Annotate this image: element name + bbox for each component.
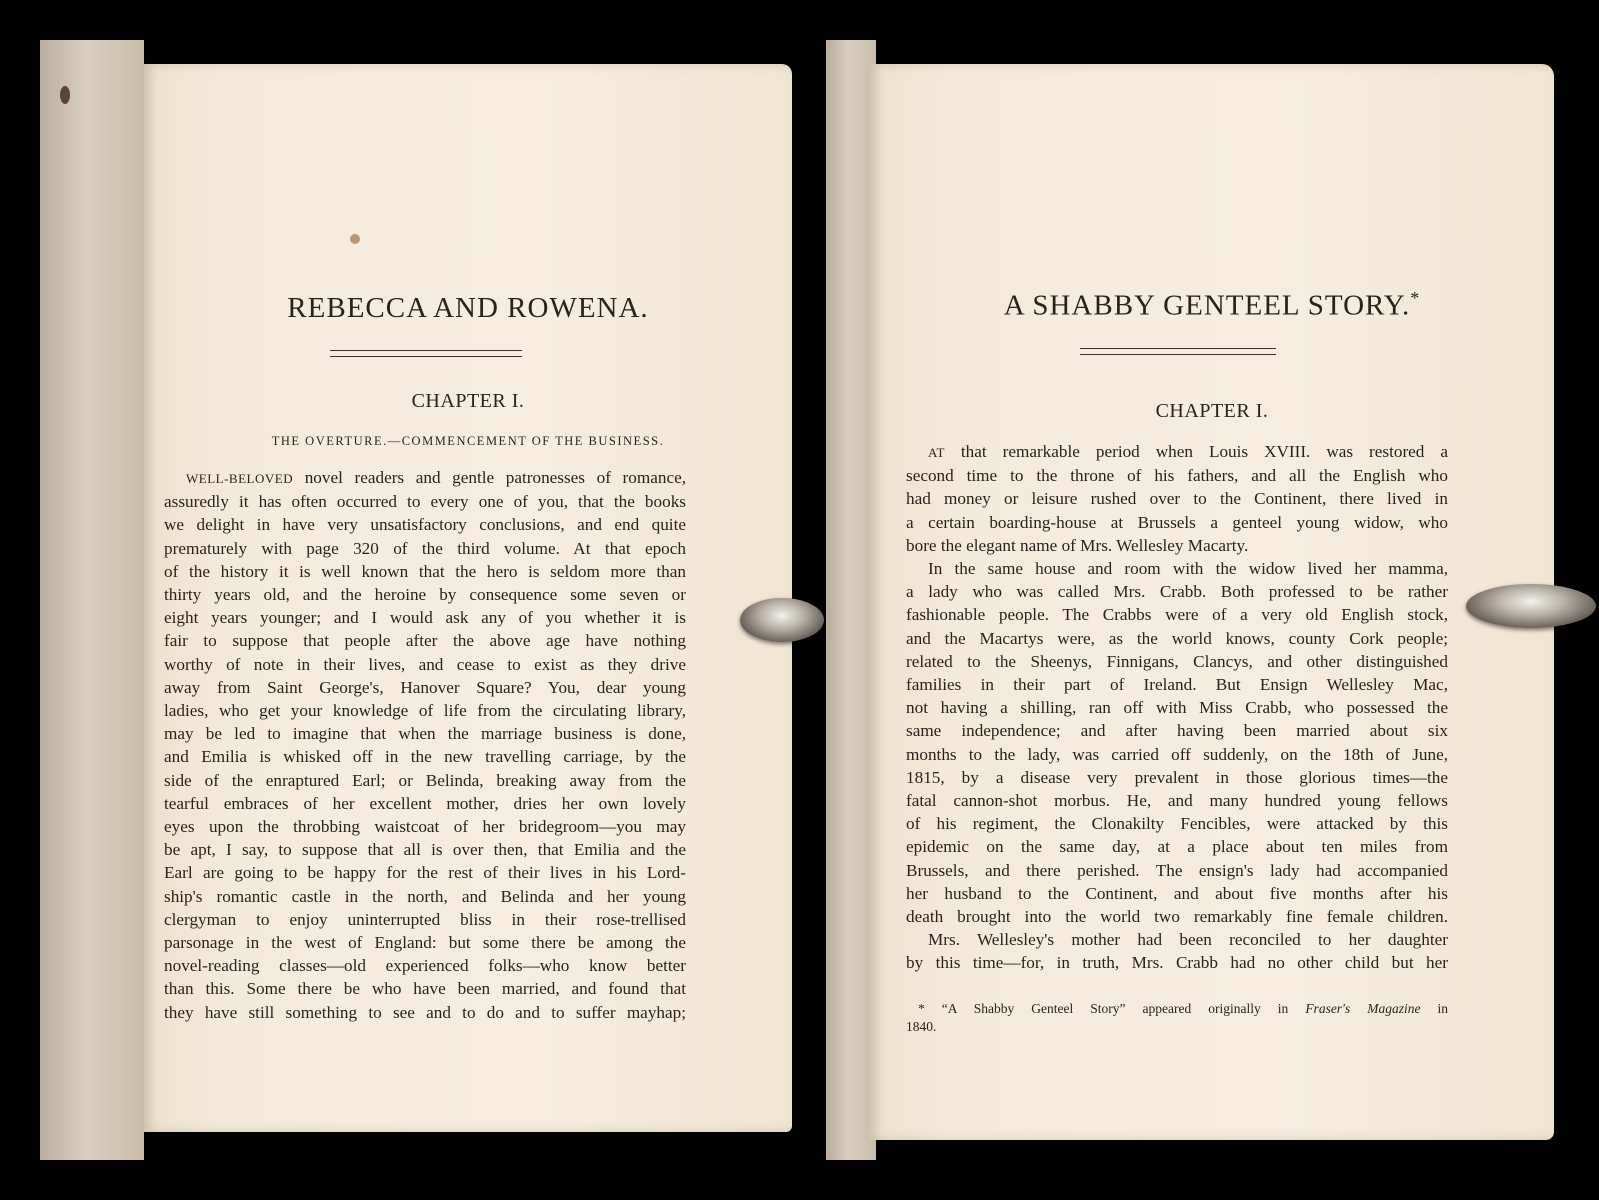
text-line: eight years younger; and I would ask any of you whether it is [164, 608, 686, 628]
text-line-content: novel readers and gentle patronesses of romance, [293, 468, 686, 487]
text-line: eyes upon the throbbing waistcoat of her bridegroom—you may [164, 817, 686, 837]
right-body-text [906, 440, 1448, 975]
foxing-spot [60, 86, 70, 104]
opening-word: WELL-BELOVED [186, 471, 294, 486]
text-line: same independence; and after having been married about six [906, 721, 1448, 741]
text-line: a lady who was called Mrs. Crabb. Both professed to be rather [906, 582, 1448, 602]
text-line: and Emilia is whisked off in the new travelling carriage, by the [164, 747, 686, 767]
left-book-page [144, 64, 792, 1132]
right-book-spine-edge [826, 40, 876, 1160]
text-line: families in their part of Ireland. But Ensign Wellesley Mac, [906, 675, 1448, 695]
text-line: tearful embraces of her excellent mother, dries her own lovely [164, 793, 686, 813]
text-line: related to the Sheenys, Finnigans, Clancys, and other distinguished [906, 651, 1448, 671]
right-page-title-text: A SHABBY GENTEEL STORY. [1003, 289, 1411, 322]
text-line: and the Macartys were, as the world knows, county Cork people; [906, 628, 1448, 648]
footnote-magazine-title: Fraser's Magazine [1305, 1001, 1421, 1016]
title-footnote-mark: * [1410, 288, 1421, 308]
left-chapter-heading: CHAPTER I. [411, 390, 525, 412]
text-line: fair to suppose that people after the above age have nothing [164, 631, 686, 651]
text-line: months to the lady, was carried off suddenly, on the 18th of June, [906, 744, 1448, 764]
right-footnote [906, 1000, 1448, 1036]
text-line: clergyman to enjoy uninterrupted bliss in their rose-trellised [164, 909, 686, 929]
text-line: Earl are going to be happy for the rest of their lives in his Lord- [164, 863, 686, 883]
opening-word: AT [928, 445, 945, 460]
text-line: 1815, by a disease very prevalent in those glorious times—the [906, 767, 1448, 787]
text-line-content: that remarkable period when Louis XVIII. was restored a [944, 442, 1448, 461]
footnote-text-a: * “A Shabby Genteel Story” appeared originally in [918, 1001, 1306, 1016]
right-book-page [870, 64, 1554, 1140]
text-line: death brought into the world two remarkably fine female children. [906, 907, 1448, 927]
text-line [906, 440, 1448, 464]
left-page-clip [740, 598, 824, 642]
text-line: away from Saint George's, Hanover Square? You, dear young [164, 677, 686, 697]
left-chapter-subheading: THE OVERTURE.—COMMENCEMENT OF THE BUSINESS. [271, 434, 665, 448]
text-line: parsonage in the west of England: but some there be among the [164, 933, 686, 953]
text-line: fashionable people. The Crabbs were of a very old English stock, [906, 605, 1448, 625]
text-line: may be led to imagine that when the marriage business is done, [164, 724, 686, 744]
text-line: ship's romantic castle in the north, and Belinda and her young [164, 886, 686, 906]
text-line: worthy of note in their lives, and cease to exist as they drive [164, 654, 686, 674]
text-line: they have still something to see and to do and to suffer mayhap; [164, 1002, 686, 1022]
text-line: not having a shilling, ran off with Miss Crabb, who possessed the [906, 698, 1448, 718]
text-line: bore the elegant name of Mrs. Wellesley Macarty. [906, 535, 1249, 555]
text-line: her husband to the Continent, and about five months after his [906, 883, 1448, 903]
footnote-text-c: in [1420, 1001, 1448, 1016]
right-title-rule [1080, 348, 1276, 355]
text-line: we delight in have very unsatisfactory conclusions, and end quite [164, 515, 686, 535]
text-line: novel-reading classes—old experienced folks—who know better [164, 956, 686, 976]
right-page-clip [1466, 584, 1596, 628]
text-line: Mrs. Wellesley's mother had been reconciled to her daughter [928, 930, 1448, 950]
text-line: ladies, who get your knowledge of life from the circulating library, [164, 701, 686, 721]
left-body-text [164, 466, 686, 1024]
text-line: had money or leisure rushed over to the Continent, there lived in [906, 489, 1448, 509]
text-line: a certain boarding-house at Brussels a genteel young widow, who [906, 512, 1448, 532]
right-book-photo [826, 0, 1599, 1200]
left-book-spine-edge [40, 40, 144, 1160]
foxing-spot [350, 234, 360, 244]
left-title-rule [330, 350, 522, 357]
text-line: thirty years old, and the heroine by consequence some seven or [164, 585, 686, 605]
footnote-year: 1840. [906, 1019, 937, 1034]
text-line: side of the enraptured Earl; or Belinda, breaking away from the [164, 770, 686, 790]
text-line: be apt, I say, to suppose that all is over then, that Emilia and the [164, 840, 686, 860]
text-line: Brussels, and there perished. The ensign's lady had accompanied [906, 860, 1448, 880]
left-page-title: REBECCA AND ROWENA. [287, 292, 649, 324]
right-chapter-heading: CHAPTER I. [1155, 400, 1269, 422]
text-line: second time to the throne of his fathers, and all the English who [906, 466, 1448, 486]
text-line: fatal cannon-shot morbus. He, and many hundred young fellows [906, 791, 1448, 811]
text-line: epidemic on the same day, at a place about ten miles from [906, 837, 1448, 857]
text-line: than this. Some there be who have been married, and found that [164, 979, 686, 999]
right-page-title [870, 288, 1554, 323]
text-line: of his regiment, the Clonakilty Fencibles, were attacked by this [906, 814, 1448, 834]
text-line: In the same house and room with the widow lived her mamma, [928, 559, 1448, 579]
text-line: by this time—for, in truth, Mrs. Crabb had no other child but her [906, 953, 1448, 973]
text-line [164, 466, 686, 490]
text-line: prematurely with page 320 of the third volume. At that epoch [164, 538, 686, 558]
text-line: assuredly it has often occurred to every one of you, that the books [164, 492, 686, 512]
text-line: of the history it is well known that the hero is seldom more than [164, 561, 686, 581]
